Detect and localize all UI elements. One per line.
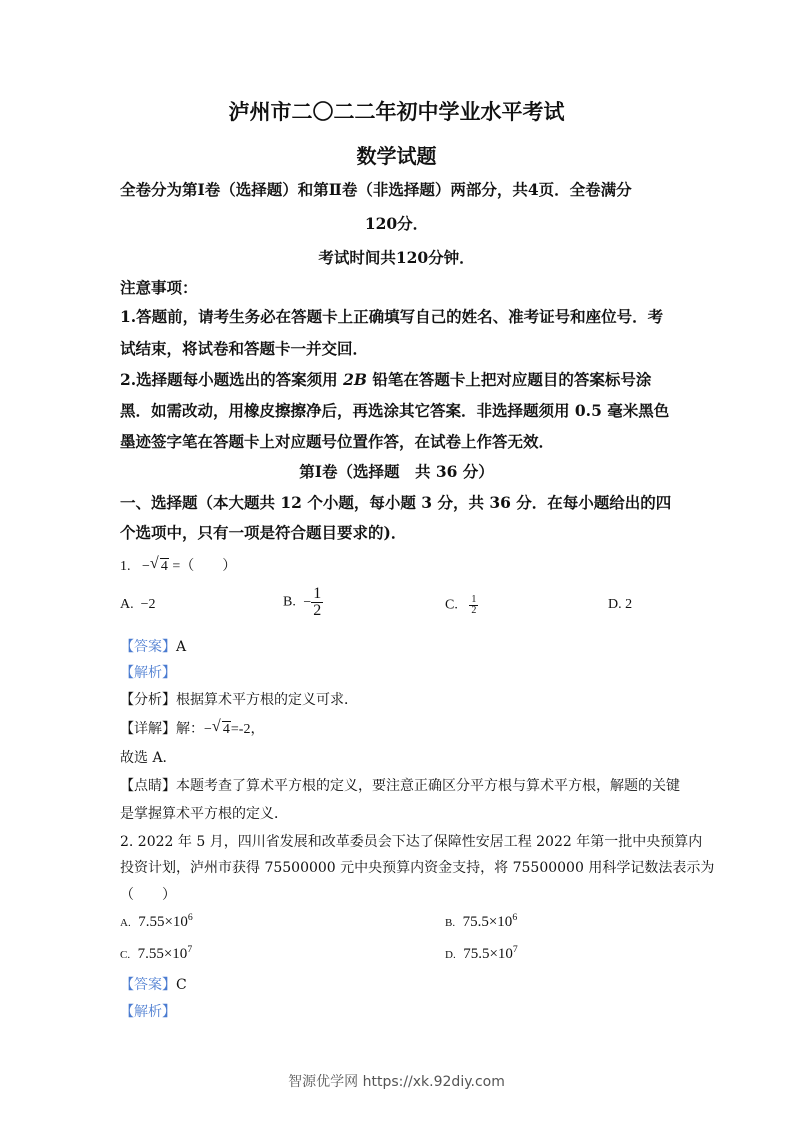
notes-heading: 注意事项： xyxy=(120,278,198,297)
q2-option-d xyxy=(445,946,518,963)
q2-option-c-exp: 7 xyxy=(187,944,193,955)
q1-answer xyxy=(120,636,186,656)
q1-option-c-num: 1 xyxy=(471,594,477,605)
q1-xiangjie-radicand: 4 xyxy=(222,722,230,737)
q1-option-b-sign: − xyxy=(303,594,312,610)
pencil-grade: 2B xyxy=(343,370,367,389)
q1-xiangjie-minus: − xyxy=(204,722,212,737)
q1-answer-value: A xyxy=(176,639,187,655)
q1-xiangjie-tag: 【详解】 xyxy=(120,722,176,737)
q1-conclusion: 故选 A． xyxy=(120,750,177,766)
q1-dianjing-text: 本题考查了算术平方根的定义，要注意正确区分平方根与算术平方根，解题的关键 xyxy=(176,778,680,794)
footer-watermark: 智源优学网 https://xk.92diy.com xyxy=(288,1074,505,1090)
q1-option-c-fraction xyxy=(469,595,478,616)
note-1-line-1: 1.答题前，请考生务必在答题卡上正确填写自己的姓名、准考证号和座位号．考 xyxy=(120,307,664,326)
q2-option-b xyxy=(445,914,517,931)
q2-stem-line-1: 2. 2022 年 5 月，四川省发展和改革委员会下达了保障性安居工程 2022 年第一批中央预算内 xyxy=(120,834,703,850)
q1-xiangjie-pre: 解： xyxy=(176,722,204,737)
q1-option-d-value: 2 xyxy=(625,597,633,612)
q2-option-c xyxy=(120,946,192,963)
q1-xiangjie xyxy=(120,718,264,738)
q2-option-a-label: A. xyxy=(120,917,131,929)
q2-option-b-label: B. xyxy=(445,917,456,929)
q2-option-d-exp: 7 xyxy=(512,944,518,955)
q2-answer-tag: 【答案】 xyxy=(120,977,176,993)
section-heading: 第Ⅰ卷（选择题 共 36 分） xyxy=(299,462,494,481)
q1-number: 1. xyxy=(120,559,131,574)
note-2-line-2: 黑．如需改动，用橡皮擦擦净后，再选涂其它答案．非选择题须用 0.5 毫米黑色 xyxy=(120,401,670,420)
q1-fenxi xyxy=(120,689,358,709)
q1-option-c-label: C. xyxy=(445,597,458,613)
q1-option-a-value: −2 xyxy=(140,597,156,612)
q2-option-b-exp: 6 xyxy=(512,912,518,923)
q1-option-b-label: B. xyxy=(283,594,296,610)
note-2-line-3: 墨迹签字笔在答题卡上对应题号位置作答，在试卷上作答无效． xyxy=(120,432,555,451)
q2-option-d-label: D. xyxy=(445,949,456,961)
q2-stem-line-3: （ ） xyxy=(120,887,176,903)
page-subtitle: 数学试题 xyxy=(356,144,437,168)
q2-option-b-base: 75.5×10 xyxy=(462,914,513,930)
q1-option-d-label: D. xyxy=(608,597,622,612)
q1-option-a xyxy=(120,597,156,613)
page-title: 泸州市二〇二二年初中学业水平考试 xyxy=(228,99,565,124)
q1-stem xyxy=(120,555,236,575)
q1-dianjing-tag: 【点睛】 xyxy=(120,778,176,794)
q1-dianjing-line-1 xyxy=(120,775,680,795)
q1-option-b-fraction xyxy=(311,586,323,619)
q1-analysis-tag: 【解析】 xyxy=(120,665,176,681)
q1-option-c xyxy=(445,595,478,616)
q1-option-b xyxy=(283,586,323,619)
q1-radicand: 4 xyxy=(160,559,168,574)
q1-option-a-label: A. xyxy=(120,597,134,612)
q2-answer-value: C xyxy=(176,977,187,993)
q1-answer-tag: 【答案】 xyxy=(120,639,176,655)
intro-line-1: 全卷分为第Ⅰ卷（选择题）和第Ⅱ卷（非选择题）两部分，共4页．全卷满分 xyxy=(120,180,632,199)
q1-eq: =（ ） xyxy=(172,559,237,574)
note-2-text-c: 铅笔在答题卡上把对应题目的答案标号涂 xyxy=(366,370,652,389)
note-1-line-2: 试结束，将试卷和答题卡一并交回． xyxy=(120,339,369,358)
q1-option-b-den: 2 xyxy=(313,602,322,619)
q2-stem-line-2: 投资计划，泸州市获得 75500000 元中央预算内资金支持，将 75500000 用科学记数法表示为 xyxy=(120,860,715,876)
q2-analysis-tag: 【解析】 xyxy=(120,1004,176,1020)
q2-option-a-exp: 6 xyxy=(187,912,193,923)
note-2-line-1 xyxy=(120,368,651,390)
q1-fenxi-tag: 【分析】 xyxy=(120,692,176,708)
q1-option-c-den: 2 xyxy=(471,605,477,616)
q1-minus: − xyxy=(142,559,150,574)
intro-line-3: 考试时间共120分钟． xyxy=(318,248,475,267)
q2-option-d-base: 75.5×10 xyxy=(463,946,513,962)
intro-line-2: 120分． xyxy=(364,214,429,233)
sqrt-symbol: √ 4 xyxy=(149,555,168,574)
q2-option-a xyxy=(120,914,193,931)
q1-option-d xyxy=(608,597,632,613)
q2-option-c-label: C. xyxy=(120,949,131,961)
sqrt-symbol: √ 4 xyxy=(211,718,230,737)
q1-fenxi-text: 根据算术平方根的定义可求． xyxy=(176,692,358,708)
q2-option-c-base: 7.55×10 xyxy=(137,946,188,962)
q1-dianjing-line-2: 是掌握算术平方根的定义． xyxy=(120,806,288,822)
q2-option-a-base: 7.55×10 xyxy=(138,914,188,930)
q1-option-b-num: 1 xyxy=(313,585,322,602)
section-instructions-line-2: 个选项中，只有一项是符合题目要求的)． xyxy=(120,523,407,542)
q2-answer xyxy=(120,974,187,994)
section-instructions-line-1: 一、选择题（本大题共 12 个小题，每小题 3 分，共 36 分．在每小题给出的四 xyxy=(120,493,672,512)
q1-xiangjie-post: =-2， xyxy=(230,722,265,737)
note-2-text-a: 2.选择题每小题选出的答案须用 xyxy=(120,370,344,389)
